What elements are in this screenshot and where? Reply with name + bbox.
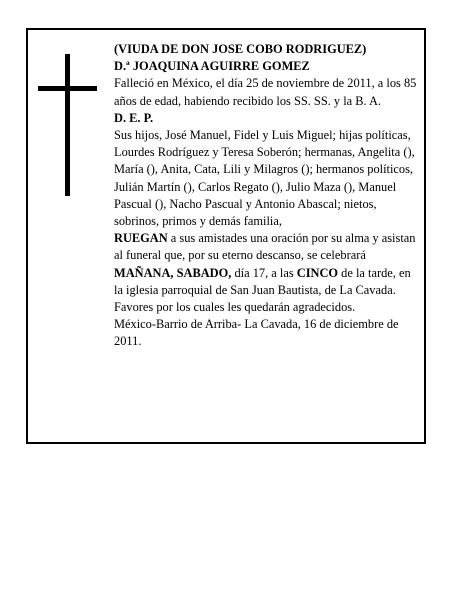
- obituary-notice: [26, 28, 426, 444]
- rip-line: D. E. P.: [114, 110, 154, 125]
- ruegan-word: RUEGAN: [114, 231, 168, 246]
- widow-of-line: (VIUDA DE DON JOSE COBO RODRIGUEZ): [114, 42, 367, 56]
- cross-icon-bar: [38, 86, 97, 91]
- notice-text: [114, 41, 418, 351]
- death-statement: Falleció en México, el día 25 de noviembre de 2011, a los 85 años de edad, habiendo recibido los SS. SS. y la B. A.: [114, 76, 417, 108]
- funeral-request: [114, 230, 418, 316]
- deceased-name: D.ª JOAQUINA AGUIRRE GOMEZ: [114, 59, 310, 74]
- place-date: México-Barrio de Arriba- La Cavada, 16 de diciembre de 2011.: [114, 317, 399, 349]
- family-list: Sus hijos, José Manuel, Fidel y Luis Miguel; hijas políticas, Lourdes Rodríguez y Teresa Soberón; hermanas, Angelita (), María (), Anita, Cata, Lili y Milagros (); hermanos políticos, Julián Martín (), Carlos Regato (), Julio Maza (), Manuel Pascual (), Nacho Pascual y Antonio Abascal; nietos, sobrinos, primos y demás familia,: [114, 128, 415, 229]
- cross-icon: [65, 54, 70, 196]
- request-text-2: día 17, a las: [231, 265, 297, 280]
- request-text-1: a sus amistades una oración por su alma y asistan al funeral que, por su eterno descanso, se celebrará: [114, 231, 416, 263]
- request-text-3: de la tarde, en la iglesia parroquial de San Juan Bautista, de La Cavada. Favores por los cuales les quedarán agradecidos.: [114, 265, 411, 315]
- funeral-day: MAÑANA, SABADO,: [114, 265, 232, 280]
- funeral-time: CINCO: [296, 265, 339, 280]
